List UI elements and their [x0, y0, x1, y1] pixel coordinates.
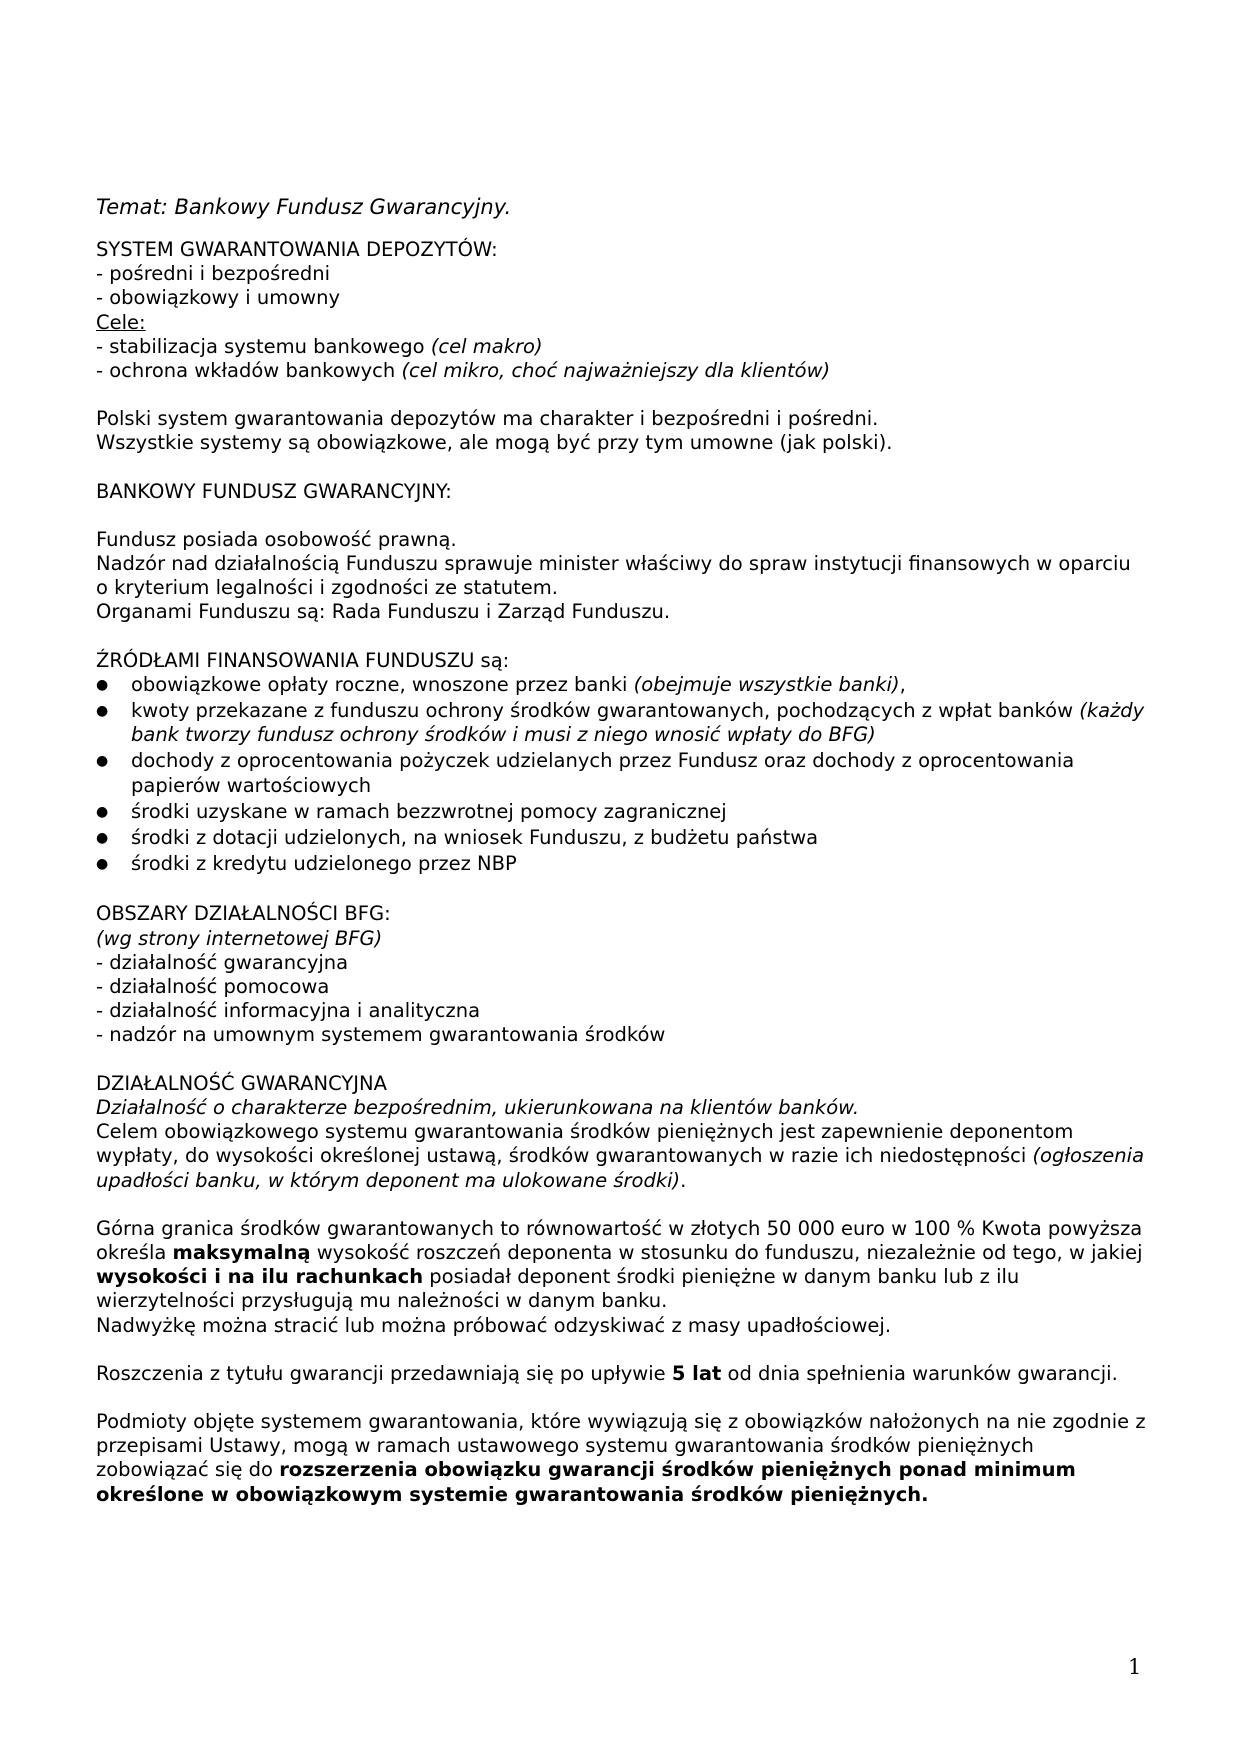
list-item: - działalność pomocowa [96, 975, 330, 999]
paragraph: Fundusz posiada osobowość prawną. [96, 527, 457, 551]
goal-item: - ochrona wkładów bankowych (cel mikro, choć najważniejszy dla klientów) [96, 359, 831, 383]
paragraph: Roszczenia z tytułu gwarancji przedawniają się po upływie 5 lat od dnia spełnienia warunków gwarancji. [96, 1361, 1118, 1385]
list-item: ● dochody z oprocentowania pożyczek udzielanych przez Fundusz oraz dochody z oprocentowania papierów wartościowych [96, 749, 1146, 797]
document-title: Temat: Bankowy Fundusz Gwarancyjny. [96, 195, 512, 219]
section-heading: BANKOWY FUNDUSZ GWARANCYJNY: [96, 479, 452, 503]
paragraph: Nadzór nad działalnością Funduszu sprawuje minister właściwy do spraw instytucji finansowych w oparciu o kryterium legalności i zgodności ze statutem. [96, 552, 1131, 600]
paragraph: Celem obowiązkowego systemu gwarantowania środków pieniężnych jest zapewnienie deponentom wypłaty, do wysokości określonej ustawą, środków gwarantowanych w razie ich niedostępności (ogłoszenia upadłości banku, w którym deponent ma ulokowane środki). [96, 1120, 1145, 1192]
paragraph: Organami Funduszu są: Rada Funduszu i Zarząd Funduszu. [96, 600, 671, 624]
list-item: ● kwoty przekazane z funduszu ochrony środków gwarantowanych, pochodzących z wpłat banków (każdy bank tworzy fundusz ochrony środków i musi z niego wnosić wpłaty do BFG) [96, 699, 1146, 747]
paragraph: Wszystkie systemy są obowiązkowe, ale mogą być przy tym umowne (jak polski). [96, 431, 893, 455]
list-item: ● obowiązkowe opłaty roczne, wnoszone przez banki (obejmuje wszystkie banki), [96, 673, 1146, 697]
section-heading: ŹRÓDŁAMI FINANSOWANIA FUNDUSZU są: [96, 648, 510, 672]
list-item: - obowiązkowy i umowny [96, 286, 340, 310]
list-item: ● środki z dotacji udzielonych, na wniosek Funduszu, z budżetu państwa [96, 826, 1146, 850]
list-item: ● środki z kredytu udzielonego przez NBP [96, 852, 1146, 876]
section-heading: SYSTEM GWARANTOWANIA DEPOZYTÓW: [96, 238, 498, 261]
section-subheading: Działalność o charakterze bezpośrednim, ukierunkowana na klientów banków. [96, 1095, 860, 1119]
list-item: - działalność informacyjna i analityczna [96, 999, 481, 1023]
list-item: - nadzór na umownym systemem gwarantowania środków [96, 1023, 666, 1047]
subheading-cele: Cele: [96, 310, 146, 334]
paragraph: Podmioty objęte systemem gwarantowania, które wywiązują się z obowiązków nałożonych na nie zgodnie z przepisami Ustawy, mogą w ramach ustawowego systemu gwarantowania środków pieniężnych zobowiązać się do rozszerzenia obowiązku gwarancji środków pieniężnych ponad minimum określone w obowiązkowym systemie gwarantowania środków pieniężnych. [96, 1409, 1146, 1506]
list-item: - działalność gwarancyjna [96, 950, 349, 974]
paragraph: Nadwyżkę można stracić lub można próbować odzyskiwać z masy upadłościowej. [96, 1313, 892, 1337]
page-number: 1 [1128, 1655, 1142, 1679]
section-heading: DZIAŁALNOŚĆ GWARANCYJNA [96, 1071, 387, 1095]
list-item: - pośredni i bezpośredni [96, 262, 331, 286]
document-page [96, 194, 1146, 1507]
paragraph: Górna granica środków gwarantowanych to równowartość w złotych 50 000 euro w 100 % Kwota powyższa określa maksymalną wysokość roszczeń deponenta w stosunku do funduszu, niezależnie od tego, w jakiej wysokości i na ilu rachunkach posiadał deponent środki pieniężne w danym banku lub z ilu wierzytelności przysługują mu należności w danym banku. [96, 1216, 1143, 1313]
funding-sources-list [96, 673, 1146, 877]
paragraph: Polski system gwarantowania depozytów ma charakter i bezpośredni i pośredni. [96, 407, 879, 431]
goal-item: - stabilizacja systemu bankowego (cel makro) [96, 334, 543, 358]
section-system-gwarantowania [96, 238, 1146, 383]
section-heading: OBSZARY DZIAŁALNOŚCI BFG: [96, 902, 391, 926]
section-subheading: (wg strony internetowej BFG) [96, 926, 383, 950]
list-item: ● środki uzyskane w ramach bezzwrotnej pomocy zagranicznej [96, 800, 1146, 824]
